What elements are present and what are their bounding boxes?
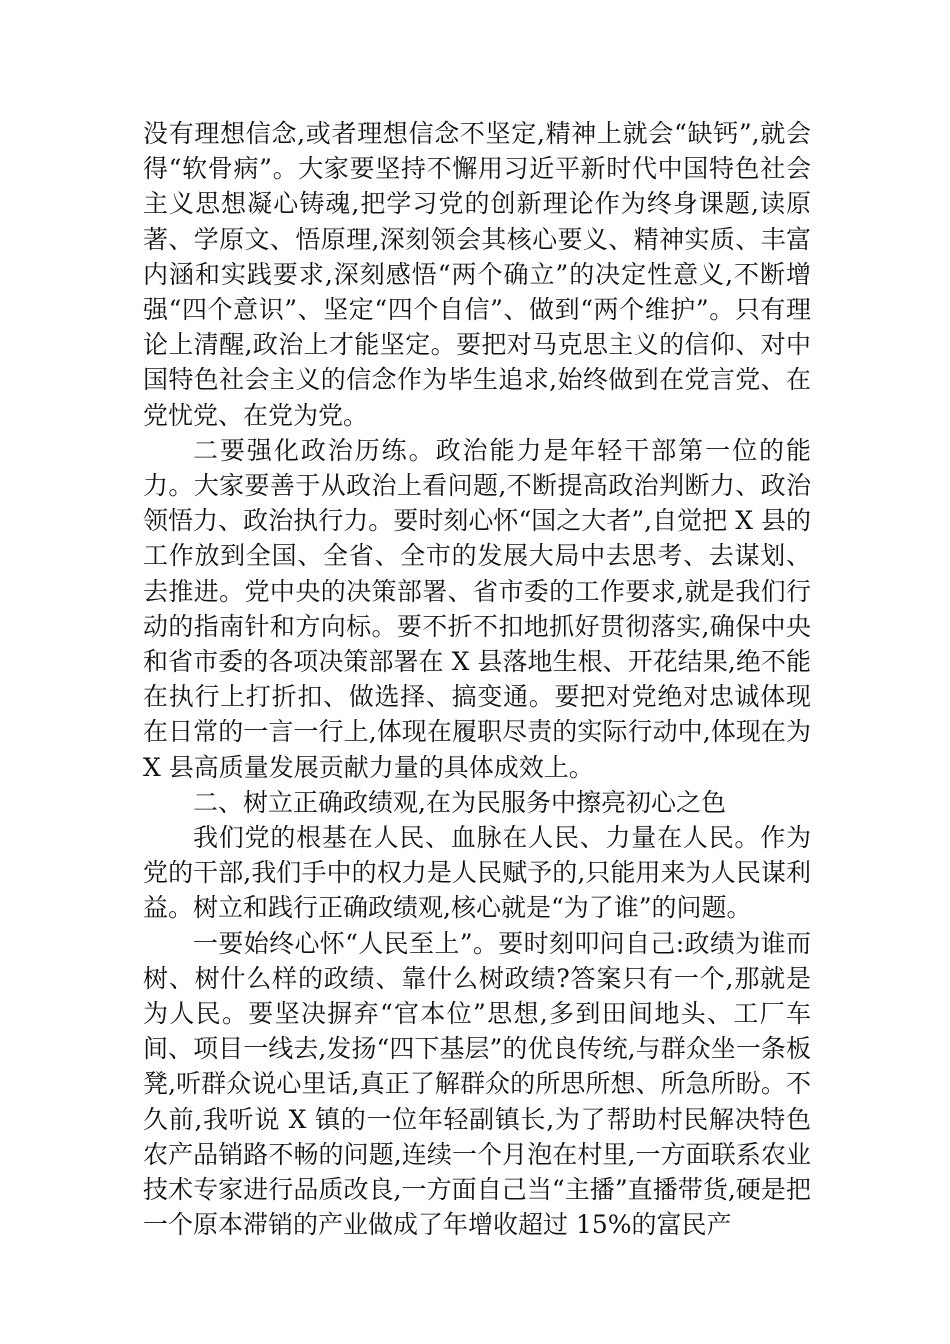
paragraph-political-training: 二要强化政治历练。政治能力是年轻干部第一位的能力。大家要善于从政治上看问题,不断提高政治判断力、政治领悟力、政治执行力。要时刻心怀“国之大者”,自觉把 X 县的工作放到全国、全省、全市的发展大局中去思考、去谋划、去推进。党中央的决策部署、省市委的工作要求,就是我们行动的指南针和方向标。要不折不扣地抓好贯彻落实,确保中央和省市委的各项决策部署在 X 县落地生根、开花结果,绝不能在执行上打折扣、做选择、搞变通。要把对党绝对忠诚体现在日常的一言一行上,体现在履职尽责的实际行动中,体现在为 X 县高质量发展贡献力量的具体成效上。: [143, 435, 811, 782]
document-page: [143, 116, 811, 1243]
paragraph-people-first: 一要始终心怀“人民至上”。要时刻叩问自己:政绩为谁而树、树什么样的政绩、靠什么树政绩?答案只有一个,那就是为人民。要坚决摒弃“官本位”思想,多到田间地头、工厂车间、项目一线去,发扬“四下基层”的优良传统,与群众坐一条板凳,听群众说心里话,真正了解群众的所思所想、所急所盼。不久前,我听说 X 镇的一位年轻副镇长,为了帮助村民解决特色农产品销路不畅的问题,连续一个月泡在村里,一方面联系农业技术专家进行品质改良,一方面自己当“主播”直播带货,硬是把一个原本滞销的产业做成了年增收超过 15%的富民产: [143, 928, 811, 1240]
paragraph-continued: 没有理想信念,或者理想信念不坚定,精神上就会“缺钙”,就会得“软骨病”。大家要坚持不懈用习近平新时代中国特色社会主义思想凝心铸魂,把学习党的创新理论作为终身课题,读原著、学原文、悟原理,深刻领会其核心要义、精神实质、丰富内涵和实践要求,深刻感悟“两个确立”的决定性意义,不断增强“四个意识”、坚定“四个自信”、做到“两个维护”。只有理论上清醒,政治上才能坚定。要把对马克思主义的信仰、对中国特色社会主义的信念作为毕生追求,始终做到在党言党、在党忧党、在党为党。: [143, 119, 811, 430]
section-heading: 二、树立正确政绩观,在为民服务中擦亮初心之色: [193, 787, 726, 817]
paragraph-party-roots: 我们党的根基在人民、血脉在人民、力量在人民。作为党的干部,我们手中的权力是人民赋予的,只能用来为人民谋利益。树立和践行正确政绩观,核心就是“为了谁”的问题。: [143, 823, 811, 923]
